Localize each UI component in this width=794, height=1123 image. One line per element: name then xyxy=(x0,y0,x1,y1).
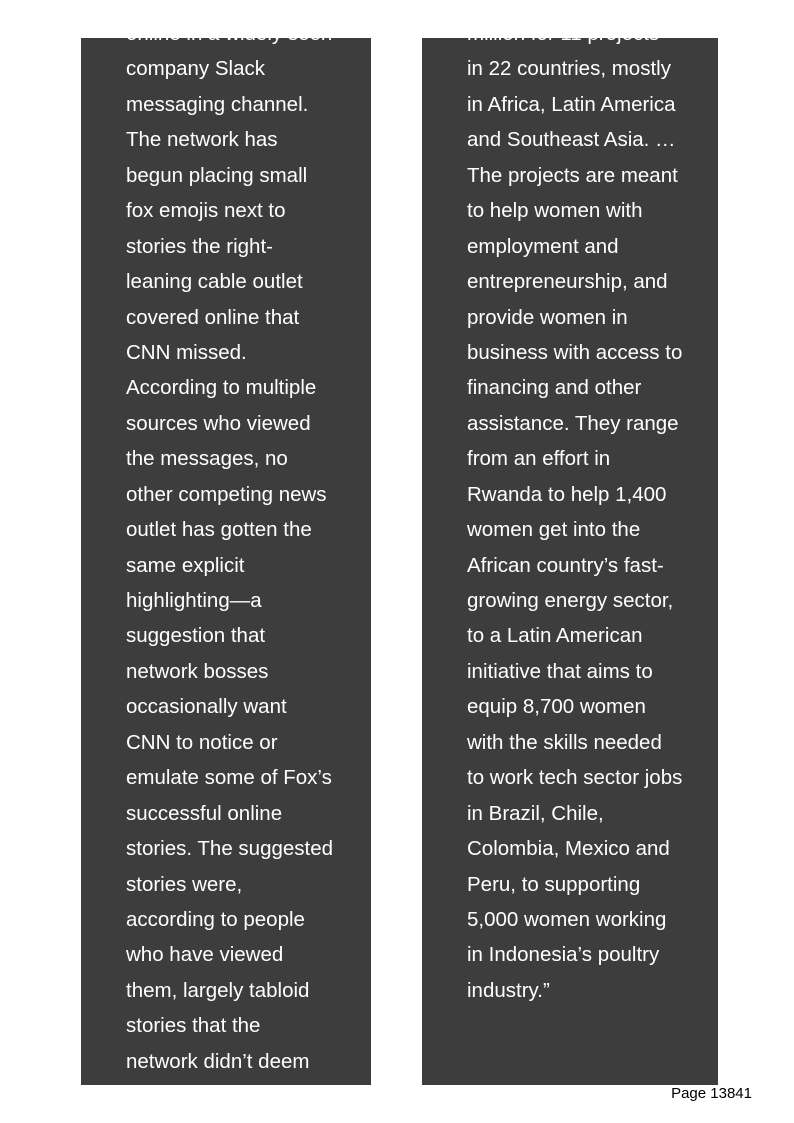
text-line: in Indonesia’s poultry xyxy=(467,943,660,967)
text-line: The network has xyxy=(126,128,278,152)
text-line: in 22 countries, mostly xyxy=(467,57,671,81)
text-line: fox emojis next to xyxy=(126,199,286,223)
text-line: the messages, no xyxy=(126,447,288,471)
text-line: CNN to notice or xyxy=(126,730,278,754)
text-line: outlet has gotten the xyxy=(126,518,312,542)
text-line: equip 8,700 women xyxy=(467,695,646,719)
text-line: emulate some of Fox’s xyxy=(126,766,332,790)
text-line: to a Latin American xyxy=(467,624,643,648)
text-line: highlighting—a xyxy=(126,589,262,612)
text-line: growing energy sector, xyxy=(467,589,674,612)
text-line: assistance. They range xyxy=(467,411,679,435)
left-column-lines xyxy=(126,16,333,1079)
text-line: to help women with xyxy=(467,199,643,223)
left-text-column xyxy=(81,22,371,1085)
text-line: women get into the xyxy=(467,518,641,542)
text-line: occasionally want xyxy=(126,695,287,719)
page-number: Page 13841 xyxy=(671,1085,752,1102)
text-line: in Brazil, Chile, xyxy=(467,801,604,825)
text-line: 5,000 women working xyxy=(467,907,667,931)
text-line: million for 11 projects xyxy=(467,22,660,45)
text-line: with the skills needed xyxy=(467,730,662,754)
text-line: The projects are meant xyxy=(467,163,678,187)
text-line: initiative that aims to xyxy=(467,659,653,683)
text-line: sources who viewed xyxy=(126,411,311,435)
text-line: According to multiple xyxy=(126,376,317,400)
text-line: stories the right- xyxy=(126,234,273,258)
text-line: African country’s fast- xyxy=(467,553,664,577)
text-line: to work tech sector jobs xyxy=(467,766,683,790)
text-line: network didn’t deem xyxy=(126,1049,310,1073)
text-line: entrepreneurship, and xyxy=(467,270,668,294)
text-line: network bosses xyxy=(126,659,269,683)
text-line: leaning cable outlet xyxy=(126,270,303,294)
right-text-column xyxy=(422,22,718,1085)
text-line: according to people xyxy=(126,907,305,931)
text-line: them, largely tabloid xyxy=(126,978,310,1002)
text-line: from an effort in xyxy=(467,447,611,471)
text-line: suggestion that xyxy=(126,624,266,648)
text-line: stories that the xyxy=(126,1014,261,1038)
text-line: company Slack xyxy=(126,57,266,81)
text-line: online in a widely seen xyxy=(126,22,333,45)
text-line: messaging channel. xyxy=(126,92,309,116)
text-line: industry.” xyxy=(467,978,550,1002)
text-line: who have viewed xyxy=(126,943,284,967)
text-line: employment and xyxy=(467,234,619,258)
text-line: Peru, to supporting xyxy=(467,872,641,896)
text-line: and Southeast Asia. … xyxy=(467,128,676,152)
right-column-lines xyxy=(467,16,682,1008)
text-line: stories were, xyxy=(126,872,243,896)
text-line: begun placing small xyxy=(126,163,308,187)
text-line: covered online that xyxy=(126,305,300,329)
text-line: financing and other xyxy=(467,376,642,400)
text-line: business with access to xyxy=(467,340,683,364)
text-line: Colombia, Mexico and xyxy=(467,837,670,861)
text-line: Rwanda to help 1,400 xyxy=(467,482,667,506)
text-line: other competing news xyxy=(126,482,327,506)
text-line: provide women in xyxy=(467,305,628,329)
text-line: same explicit xyxy=(126,553,245,577)
text-line: in Africa, Latin America xyxy=(467,92,676,116)
text-line: successful online xyxy=(126,801,283,825)
text-line: CNN missed. xyxy=(126,340,247,364)
text-line: stories. The suggested xyxy=(126,837,334,861)
